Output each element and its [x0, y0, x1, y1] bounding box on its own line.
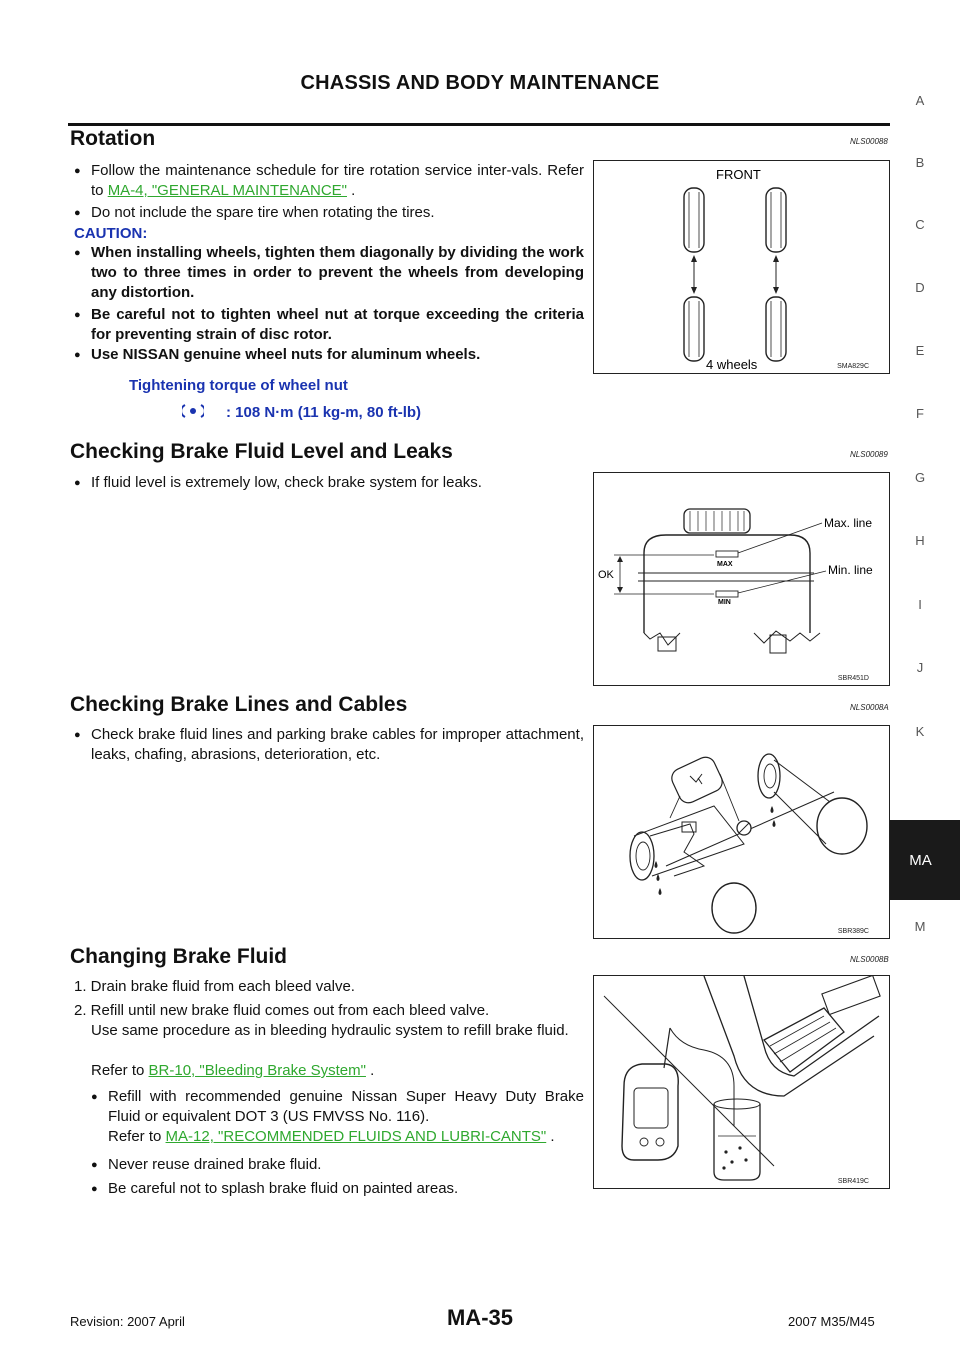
- step-2: 2. Refill until new brake fluid comes out from each bleed valve.: [74, 1002, 490, 1019]
- section-code-brake-lines: NLS0008A: [850, 703, 889, 712]
- torque-value: : 108 N·m (11 kg-m, 80 ft-lb): [226, 404, 422, 421]
- side-index-b[interactable]: B: [915, 155, 925, 170]
- caution-item-genuine-nuts: ● Use NISSAN genuine wheel nuts for aluminum wheels.: [74, 346, 481, 363]
- figure-code-sbr419c: SBR419C: [837, 1178, 869, 1185]
- bullet-fluid-level-low: ● If fluid level is extremely low, check brake system for leaks.: [74, 474, 482, 491]
- step-1: 1. Drain brake fluid from each bleed valve.: [74, 978, 355, 995]
- caution-item-torque: ● Be careful not to tighten wheel nut at torque exceeding the criteria for preventing strain of disc rotor.: [74, 306, 584, 343]
- side-index-j[interactable]: J: [916, 660, 924, 675]
- link-general-maintenance[interactable]: MA-4, "GENERAL MAINTENANCE": [107, 182, 347, 199]
- figure-bleeding-fluid: [593, 975, 890, 1189]
- figure-label-min-line: Min. line: [828, 563, 873, 577]
- torque-wrench-icon: [182, 402, 204, 425]
- figure-brake-lines: [593, 725, 890, 939]
- bullet-dot: ●: [74, 477, 81, 489]
- torque-label: Tightening torque of wheel nut: [129, 377, 348, 394]
- step-2-paragraph: Use same procedure as in bleeding hydraulic system to refill brake fluid.: [91, 1022, 569, 1039]
- side-index-g[interactable]: G: [914, 470, 926, 485]
- footer-revision: Revision: 2007 April: [70, 1314, 185, 1329]
- figure-label-front: FRONT: [716, 167, 761, 182]
- bullet-dot: ●: [91, 1091, 98, 1103]
- figure-code-sbr389c: SBR389C: [837, 928, 869, 935]
- figure-code-sma829c: SMA829C: [837, 363, 869, 370]
- section-code-changing-fluid: NLS0008B: [850, 955, 889, 964]
- footer-page-number: MA-35: [446, 1305, 513, 1330]
- figure-code-sbr451d: SBR451D: [837, 675, 869, 682]
- section-title-rotation: Rotation: [70, 127, 156, 150]
- bullet-recommended-fluid: ● Refill with recommended genuine Nissan Super Heavy Duty Brake Fluid or equivalent DOT 3 (US FMVSS No. 116). Refer to MA-12, "RECOMMENDED FLUIDS AND LUBRI-CANTS" .: [91, 1088, 584, 1145]
- bullet-dot: ●: [74, 165, 81, 177]
- section-title-changing-fluid: Changing Brake Fluid: [70, 945, 288, 968]
- bullet-dot: ●: [91, 1159, 98, 1171]
- section-code-fluid-level: NLS00089: [850, 450, 888, 459]
- section-title-brake-lines: Checking Brake Lines and Cables: [70, 693, 408, 716]
- figure-label-4-wheels: 4 wheels: [706, 357, 758, 372]
- footer-model: 2007 M35/M45: [788, 1314, 875, 1329]
- side-index-i[interactable]: I: [918, 597, 922, 612]
- bullet-check-lines: ● Check brake fluid lines and parking brake cables for improper attachment, leaks, chafing, abrasions, deterioration, etc.: [74, 726, 584, 763]
- section-code-rotation: NLS00088: [850, 137, 888, 146]
- figure-label-min: MIN: [718, 599, 731, 606]
- side-index-f[interactable]: F: [916, 406, 924, 421]
- figure-tire-rotation: [593, 160, 890, 374]
- bullet-rotation-schedule: ● Follow the maintenance schedule for tire rotation service inter-vals. Refer to MA-4, "GENERAL MAINTENANCE" .: [74, 162, 584, 199]
- link-bleeding-brake-system[interactable]: BR-10, "Bleeding Brake System": [148, 1062, 366, 1079]
- side-index-h[interactable]: H: [915, 533, 925, 548]
- bullet-dot: ●: [74, 207, 81, 219]
- bullet-dot: ●: [74, 247, 81, 259]
- side-index-m[interactable]: M: [914, 919, 926, 934]
- figure-label-max: MAX: [717, 561, 733, 568]
- side-index-e[interactable]: E: [915, 343, 925, 358]
- side-index-d[interactable]: D: [915, 280, 925, 295]
- caution-item-diagonal: ● When installing wheels, tighten them diagonally by dividing the work two to three times in order to prevent the wheels from developing any distortion.: [74, 244, 584, 301]
- header-rule: [68, 123, 890, 126]
- section-title-fluid-level: Checking Brake Fluid Level and Leaks: [70, 440, 453, 463]
- figure-label-max-line: Max. line: [824, 516, 873, 530]
- bullet-dot: ●: [91, 1183, 98, 1195]
- bullet-no-splash: ● Be careful not to splash brake fluid on painted areas.: [91, 1180, 459, 1197]
- side-index-c[interactable]: C: [915, 217, 925, 232]
- step-2-refer: Refer to BR-10, "Bleeding Brake System" .: [91, 1062, 375, 1079]
- bullet-never-reuse: ● Never reuse drained brake fluid.: [91, 1156, 322, 1173]
- bullet-dot: ●: [74, 309, 81, 321]
- figure-label-ok: OK: [598, 569, 614, 581]
- caution-label: CAUTION:: [74, 225, 148, 242]
- side-index-k[interactable]: K: [915, 724, 925, 739]
- bullet-dot: ●: [74, 349, 81, 361]
- bullet-spare-tire: ● Do not include the spare tire when rotating the tires.: [74, 204, 435, 221]
- link-recommended-fluids[interactable]: MA-12, "RECOMMENDED FLUIDS AND LUBRI-CANTS": [165, 1128, 547, 1145]
- side-index-a[interactable]: A: [915, 93, 925, 108]
- figure-fluid-reservoir: [593, 472, 890, 686]
- bullet-dot: ●: [74, 729, 81, 741]
- page-header-title: CHASSIS AND BODY MAINTENANCE: [300, 72, 660, 94]
- side-index-ma-active[interactable]: MA: [881, 820, 960, 900]
